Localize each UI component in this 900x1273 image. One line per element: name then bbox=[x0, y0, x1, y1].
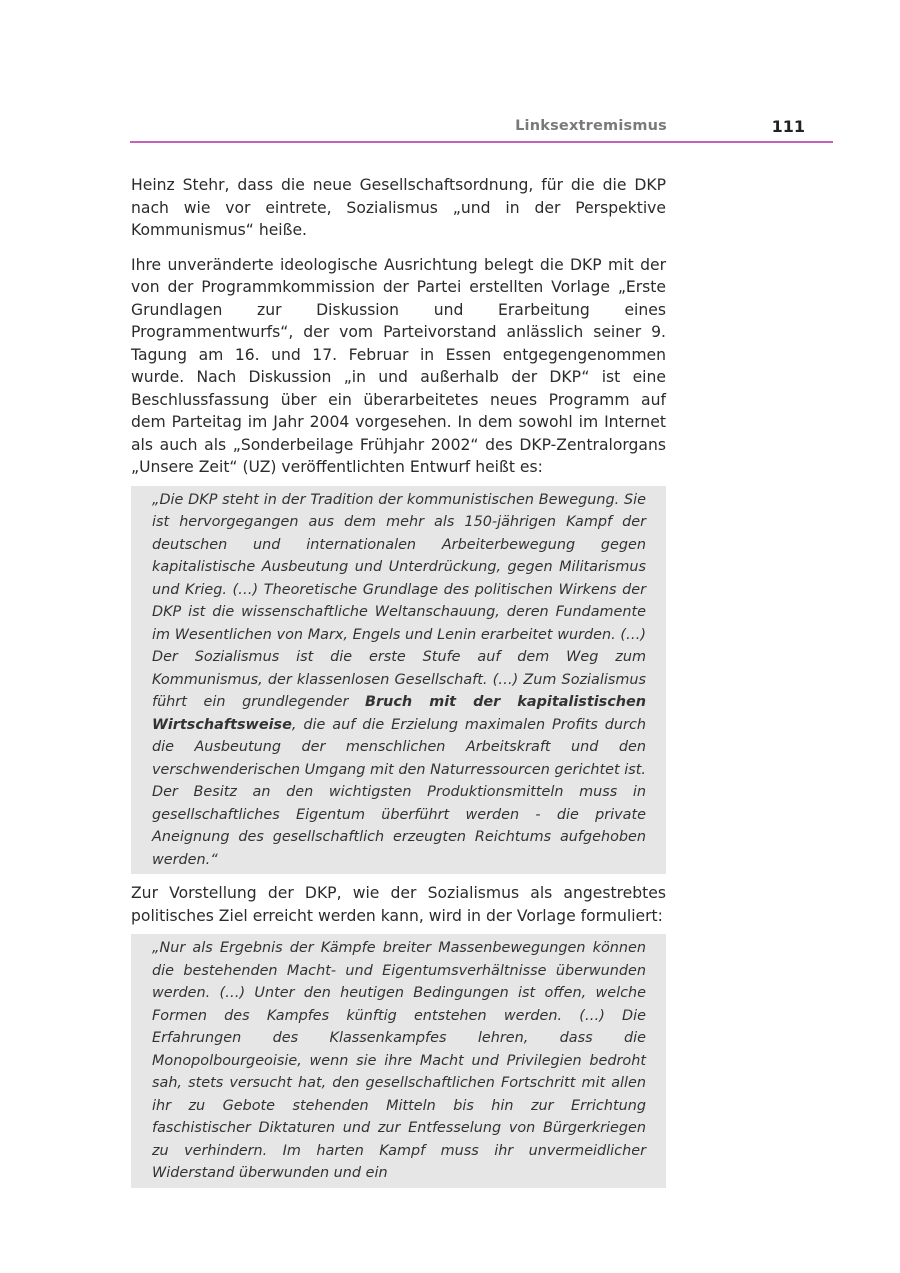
running-head-title: Linksextremismus bbox=[515, 118, 667, 134]
block-quote-1 bbox=[131, 486, 666, 875]
quote-1-text-start: „Die DKP steht in der Tradition der kommunistischen Bewegung. Sie ist hervorgegangen aus dem mehr als 150-jährigen Kampf der deutschen und internationalen Arbeiterbewegung gegen kapitalistische Ausbeutung und Unterdrückung, gegen Militarismus und Krieg. (…) Theoretische Grundlage des politischen Wirkens der DKP ist die wissenschaftliche Weltanschauung, deren Fundamente im Wesentlichen von Marx, Engels und Lenin erarbeitet wurden. (…) Der Sozialismus ist die erste Stufe auf dem Weg zum Kommunismus, der klassenlosen Gesellschaft. (…) Zum Sozialismus führt ein grundlegender bbox=[152, 491, 646, 710]
page-number: 111 bbox=[771, 117, 805, 136]
block-quote-2 bbox=[131, 934, 666, 1188]
body-paragraph-1: Heinz Stehr, dass die neue Gesellschaftsordnung, für die die DKP nach wie vor eintrete, Sozialismus „und in der Perspektive Kommunismus“ heiße. bbox=[131, 176, 666, 239]
body-paragraph-2: Ihre unveränderte ideologische Ausrichtung belegt die DKP mit der von der Programmkommission der Partei erstellten Vorlage „Erste Grundlagen zur Diskussion und Erarbeitung eines Programmentwurfs“, der vom Parteivorstand anlässlich seiner 9. Tagung am 16. und 17. Februar in Essen entgegengenommen wurde. Nach Diskussion „in und außerhalb der DKP“ ist eine Beschlussfassung über ein überarbeitetes neues Programm auf dem Parteitag im Jahr 2004 vorgesehen. In dem sowohl im Internet als auch als „Sonderbeilage Frühjahr 2002“ des DKP-Zentralorgans „Unsere Zeit“ (UZ) veröffentlichten Entwurf heißt es: bbox=[131, 255, 666, 476]
page-body bbox=[131, 174, 666, 1196]
quote-1-bold-phrase: Bruch mit der kapitalistischen Wirtschaftsweise bbox=[152, 694, 647, 733]
quote-2-text: „Nur als Ergebnis der Kämpfe breiter Massenbewegungen können die bestehenden Macht- und Eigentumsverhältnisse überwunden werden. (…) Unter den heutigen Bedingungen ist offen, welche Formen des Kampfes künftig entstehen werden. (…) Die Erfahrungen des Klassenkampfes lehren, dass die Monopolbourgeoisie, wenn sie ihre Macht und Privilegien bedroht sah, stets versucht hat, den gesellschaftlichen Fortschritt mit allen ihr zu Gebote stehenden Mitteln bis hin zur Errichtung faschistischer Diktaturen und zur Entfesselung von Bürgerkriegen zu verhindern. Im harten Kampf muss ihr unvermeidlicher Widerstand überwunden und ein bbox=[152, 940, 646, 1181]
header-rule bbox=[130, 141, 833, 143]
body-paragraph-3: Zur Vorstellung der DKP, wie der Sozialismus als angestrebtes politisches Ziel erreicht werden kann, wird in der Vorlage formuliert: bbox=[131, 884, 666, 925]
page-header bbox=[130, 112, 833, 142]
quote-1-text-end: , die auf die Erzielung maximalen Profits durch die Ausbeutung der menschlichen Arbeitskraft und den verschwenderischen Umgang mit den Naturressourcen gerichtet ist. Der Besitz an den wichtigsten Produktionsmitteln muss in gesellschaftliches Eigentum überführt werden - die private Aneignung des gesellschaftlich erzeugten Reichtums aufgehoben werden.“ bbox=[152, 716, 646, 868]
